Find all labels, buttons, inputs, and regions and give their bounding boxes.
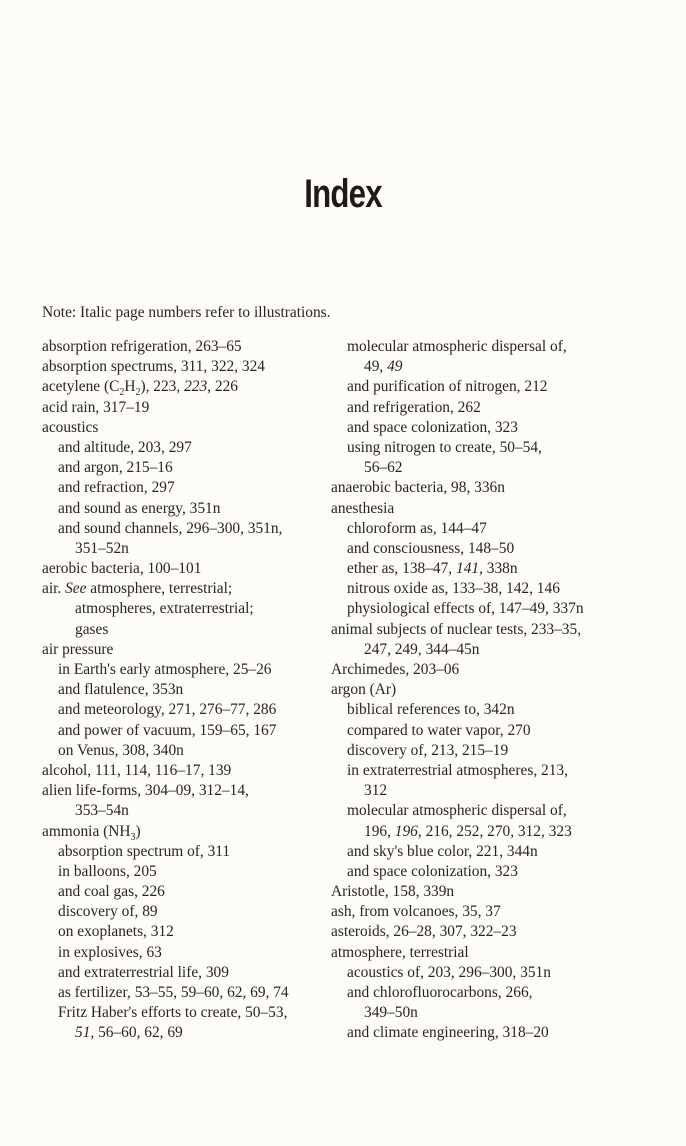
index-entry: [42, 922, 317, 942]
index-entry: [42, 983, 317, 1003]
index-note: Note: Italic page numbers refer to illustrations.: [42, 304, 331, 321]
index-entry: [331, 579, 609, 599]
index-entry: [42, 337, 317, 357]
entry-text: and consciousness, 148–50: [347, 539, 515, 557]
index-entry: [331, 1003, 609, 1023]
entry-text: animal subjects of nuclear tests, 233–35,: [331, 620, 582, 638]
entry-text: acid rain, 317–19: [42, 398, 150, 416]
entry-text: as fertilizer, 53–55, 59–60, 62, 69, 74: [58, 984, 289, 1001]
index-entry: [42, 700, 317, 720]
entry-text: and argon, 215–16: [58, 459, 173, 477]
entry-text: 247, 249, 344–45n: [364, 640, 480, 658]
entry-text: compared to water vapor, 270: [347, 721, 531, 739]
entry-text: asteroids, 26–28, 307, 322–23: [331, 923, 517, 941]
index-entry: [331, 983, 609, 1003]
index-entry: [42, 357, 317, 377]
entry-text: gases: [75, 620, 109, 638]
entry-text: and extraterrestrial life, 309: [58, 963, 229, 981]
index-entry: [42, 377, 317, 397]
index-entry: [331, 922, 609, 942]
index-entry: [331, 599, 609, 619]
entry-text: ): [135, 822, 141, 840]
index-entry: [331, 842, 609, 862]
entry-text: atmosphere, terrestrial;: [86, 580, 233, 598]
entry-text: biblical references to, 342n: [347, 701, 515, 719]
entry-text: ether as, 138–47,: [347, 560, 456, 578]
index-entry: [331, 963, 609, 983]
entry-text: 353–54n: [75, 802, 129, 820]
entry-text: absorption spectrums, 311, 322, 324: [42, 358, 265, 376]
index-entry: [42, 398, 317, 418]
index-entry: [331, 781, 609, 801]
entry-text: and coal gas, 226: [58, 883, 165, 901]
entry-text: in Earth's early atmosphere, 25–26: [58, 661, 272, 678]
index-entry: [42, 862, 317, 882]
entry-text: , 56–60, 62, 69: [90, 1024, 183, 1042]
entry-text: anaerobic bacteria, 98, 336n: [331, 479, 505, 497]
entry-text: 56–62: [364, 459, 403, 477]
index-entry: [42, 640, 317, 660]
index-entry: [42, 680, 317, 700]
index-entry: [331, 438, 609, 458]
italic-page-number: 51: [75, 1024, 91, 1042]
index-entry: [331, 741, 609, 761]
entry-text: and altitude, 203, 297: [58, 438, 192, 456]
entry-text: on Venus, 308, 340n: [58, 741, 184, 759]
index-entry: [42, 458, 317, 478]
italic-page-number: 223: [184, 378, 208, 396]
entry-text: and purification of nitrogen, 212: [347, 378, 548, 396]
index-entry: [42, 1023, 317, 1043]
entry-text: absorption spectrum of, 311: [58, 842, 231, 860]
index-entry: [42, 559, 317, 579]
entry-text: in extraterrestrial atmospheres, 213,: [347, 761, 568, 779]
entry-text: anesthesia: [331, 499, 395, 517]
entry-text: acoustics: [42, 418, 99, 436]
index-entry: [331, 1023, 609, 1043]
entry-text: chloroform as, 144–47: [347, 519, 487, 537]
entry-text: and sound as energy, 351n: [58, 499, 221, 517]
index-entry: [331, 640, 609, 660]
index-entry: [42, 741, 317, 761]
entry-text: and sound channels, 296–300, 351n,: [58, 519, 283, 537]
entry-text: Aristotle, 158, 339n: [331, 883, 455, 901]
entry-text: Archimedes, 203–06: [331, 661, 460, 678]
entry-text: using nitrogen to create, 50–54,: [347, 438, 542, 456]
index-entry: [42, 599, 317, 619]
entry-text: ammonia (NH: [42, 822, 131, 840]
entry-text: on exoplanets, 312: [58, 923, 174, 941]
entry-text: atmosphere, terrestrial: [331, 943, 469, 961]
entry-text: acoustics of, 203, 296–300, 351n: [347, 963, 551, 981]
entry-text: ), 223,: [140, 378, 185, 396]
index-entry: [42, 902, 317, 922]
index-entry: [42, 539, 317, 559]
subscript-text: 2: [119, 387, 125, 399]
index-entry: [331, 499, 609, 519]
entry-text: atmospheres, extraterrestrial;: [75, 600, 254, 618]
entry-text: , 226: [207, 378, 238, 396]
index-entry: [331, 458, 609, 478]
index-column-left: [42, 337, 317, 1044]
entry-text: in explosives, 63: [58, 943, 162, 961]
entry-text: and space colonization, 323: [347, 862, 518, 880]
italic-page-number: 141: [456, 560, 480, 578]
index-entry: [331, 377, 609, 397]
index-entry: [42, 781, 317, 801]
index-entry: [42, 478, 317, 498]
index-entry: [42, 721, 317, 741]
italic-page-number: See: [65, 580, 87, 598]
entry-text: H: [124, 378, 136, 396]
entry-text: and refraction, 297: [58, 479, 175, 497]
index-entry: [331, 801, 609, 821]
entry-text: and refrigeration, 262: [347, 398, 481, 416]
index-entry: [331, 357, 609, 377]
index-entry: [331, 721, 609, 741]
index-entry: [331, 700, 609, 720]
index-entry: [42, 660, 317, 680]
italic-page-number: 196: [394, 822, 418, 840]
entry-text: and flatulence, 353n: [58, 681, 184, 699]
index-entry: [331, 418, 609, 438]
entry-text: discovery of, 213, 215–19: [347, 741, 509, 759]
index-entry: [331, 660, 609, 680]
index-entry: [42, 963, 317, 983]
index-entry: [331, 761, 609, 781]
subscript-text: 3: [130, 831, 136, 843]
index-entry: [331, 620, 609, 640]
index-entry: [331, 862, 609, 882]
index-entry: [42, 620, 317, 640]
entry-text: 312: [364, 782, 388, 800]
entry-text: and sky's blue color, 221, 344n: [347, 842, 538, 860]
entry-text: and chlorofluorocarbons, 266,: [347, 984, 533, 1001]
index-entry: [42, 438, 317, 458]
index-entry: [42, 882, 317, 902]
entry-text: acetylene (C: [42, 378, 120, 396]
index-entry: [331, 882, 609, 902]
entry-text: alien life-forms, 304–09, 312–14,: [42, 782, 249, 800]
index-entry: [42, 842, 317, 862]
index-entry: [331, 519, 609, 539]
index-entry: [331, 337, 609, 357]
entry-text: discovery of, 89: [58, 903, 158, 921]
index-entry: [42, 579, 317, 599]
entry-text: , 216, 252, 270, 312, 323: [417, 822, 572, 840]
entry-text: absorption refrigeration, 263–65: [42, 338, 242, 355]
index-entry: [42, 822, 317, 842]
entry-text: aerobic bacteria, 100–101: [42, 560, 202, 578]
entry-text: and space colonization, 323: [347, 418, 518, 436]
index-entry: [331, 943, 609, 963]
index-entry: [331, 680, 609, 700]
index-entry: [42, 801, 317, 821]
index-entry: [42, 1003, 317, 1023]
entry-text: argon (Ar): [331, 681, 397, 699]
entry-text: and power of vacuum, 159–65, 167: [58, 721, 277, 739]
entry-text: air pressure: [42, 640, 114, 658]
entry-text: 351–52n: [75, 539, 129, 557]
index-entry: [331, 478, 609, 498]
subscript-text: 2: [135, 387, 141, 399]
entry-text: ash, from volcanoes, 35, 37: [331, 903, 501, 921]
entry-text: nitrous oxide as, 133–38, 142, 146: [347, 580, 560, 598]
entry-text: molecular atmospheric dispersal of,: [347, 338, 567, 355]
index-entry: [42, 943, 317, 963]
entry-text: in balloons, 205: [58, 862, 157, 880]
entry-text: 196,: [364, 822, 395, 840]
index-entry: [331, 398, 609, 418]
index-entry: [331, 559, 609, 579]
index-entry: [331, 902, 609, 922]
entry-text: molecular atmospheric dispersal of,: [347, 802, 567, 820]
index-entry: [42, 761, 317, 781]
index-entry: [42, 499, 317, 519]
entry-text: air.: [42, 580, 66, 598]
index-entry: [331, 539, 609, 559]
entry-text: and climate engineering, 318–20: [347, 1024, 549, 1042]
entry-text: , 338n: [479, 560, 518, 578]
index-entry: [42, 519, 317, 539]
entry-text: 49,: [364, 358, 388, 376]
entry-text: Fritz Haber's efforts to create, 50–53,: [58, 1004, 288, 1022]
page-title: Index: [304, 172, 382, 216]
entry-text: and meteorology, 271, 276–77, 286: [58, 701, 277, 719]
index-column-right: [331, 337, 609, 1044]
index-entry: [42, 418, 317, 438]
entry-text: alcohol, 111, 114, 116–17, 139: [42, 761, 232, 779]
entry-text: 349–50n: [364, 1004, 418, 1022]
italic-page-number: 49: [387, 358, 403, 376]
index-entry: [331, 822, 609, 842]
entry-text: physiological effects of, 147–49, 337n: [347, 600, 584, 618]
